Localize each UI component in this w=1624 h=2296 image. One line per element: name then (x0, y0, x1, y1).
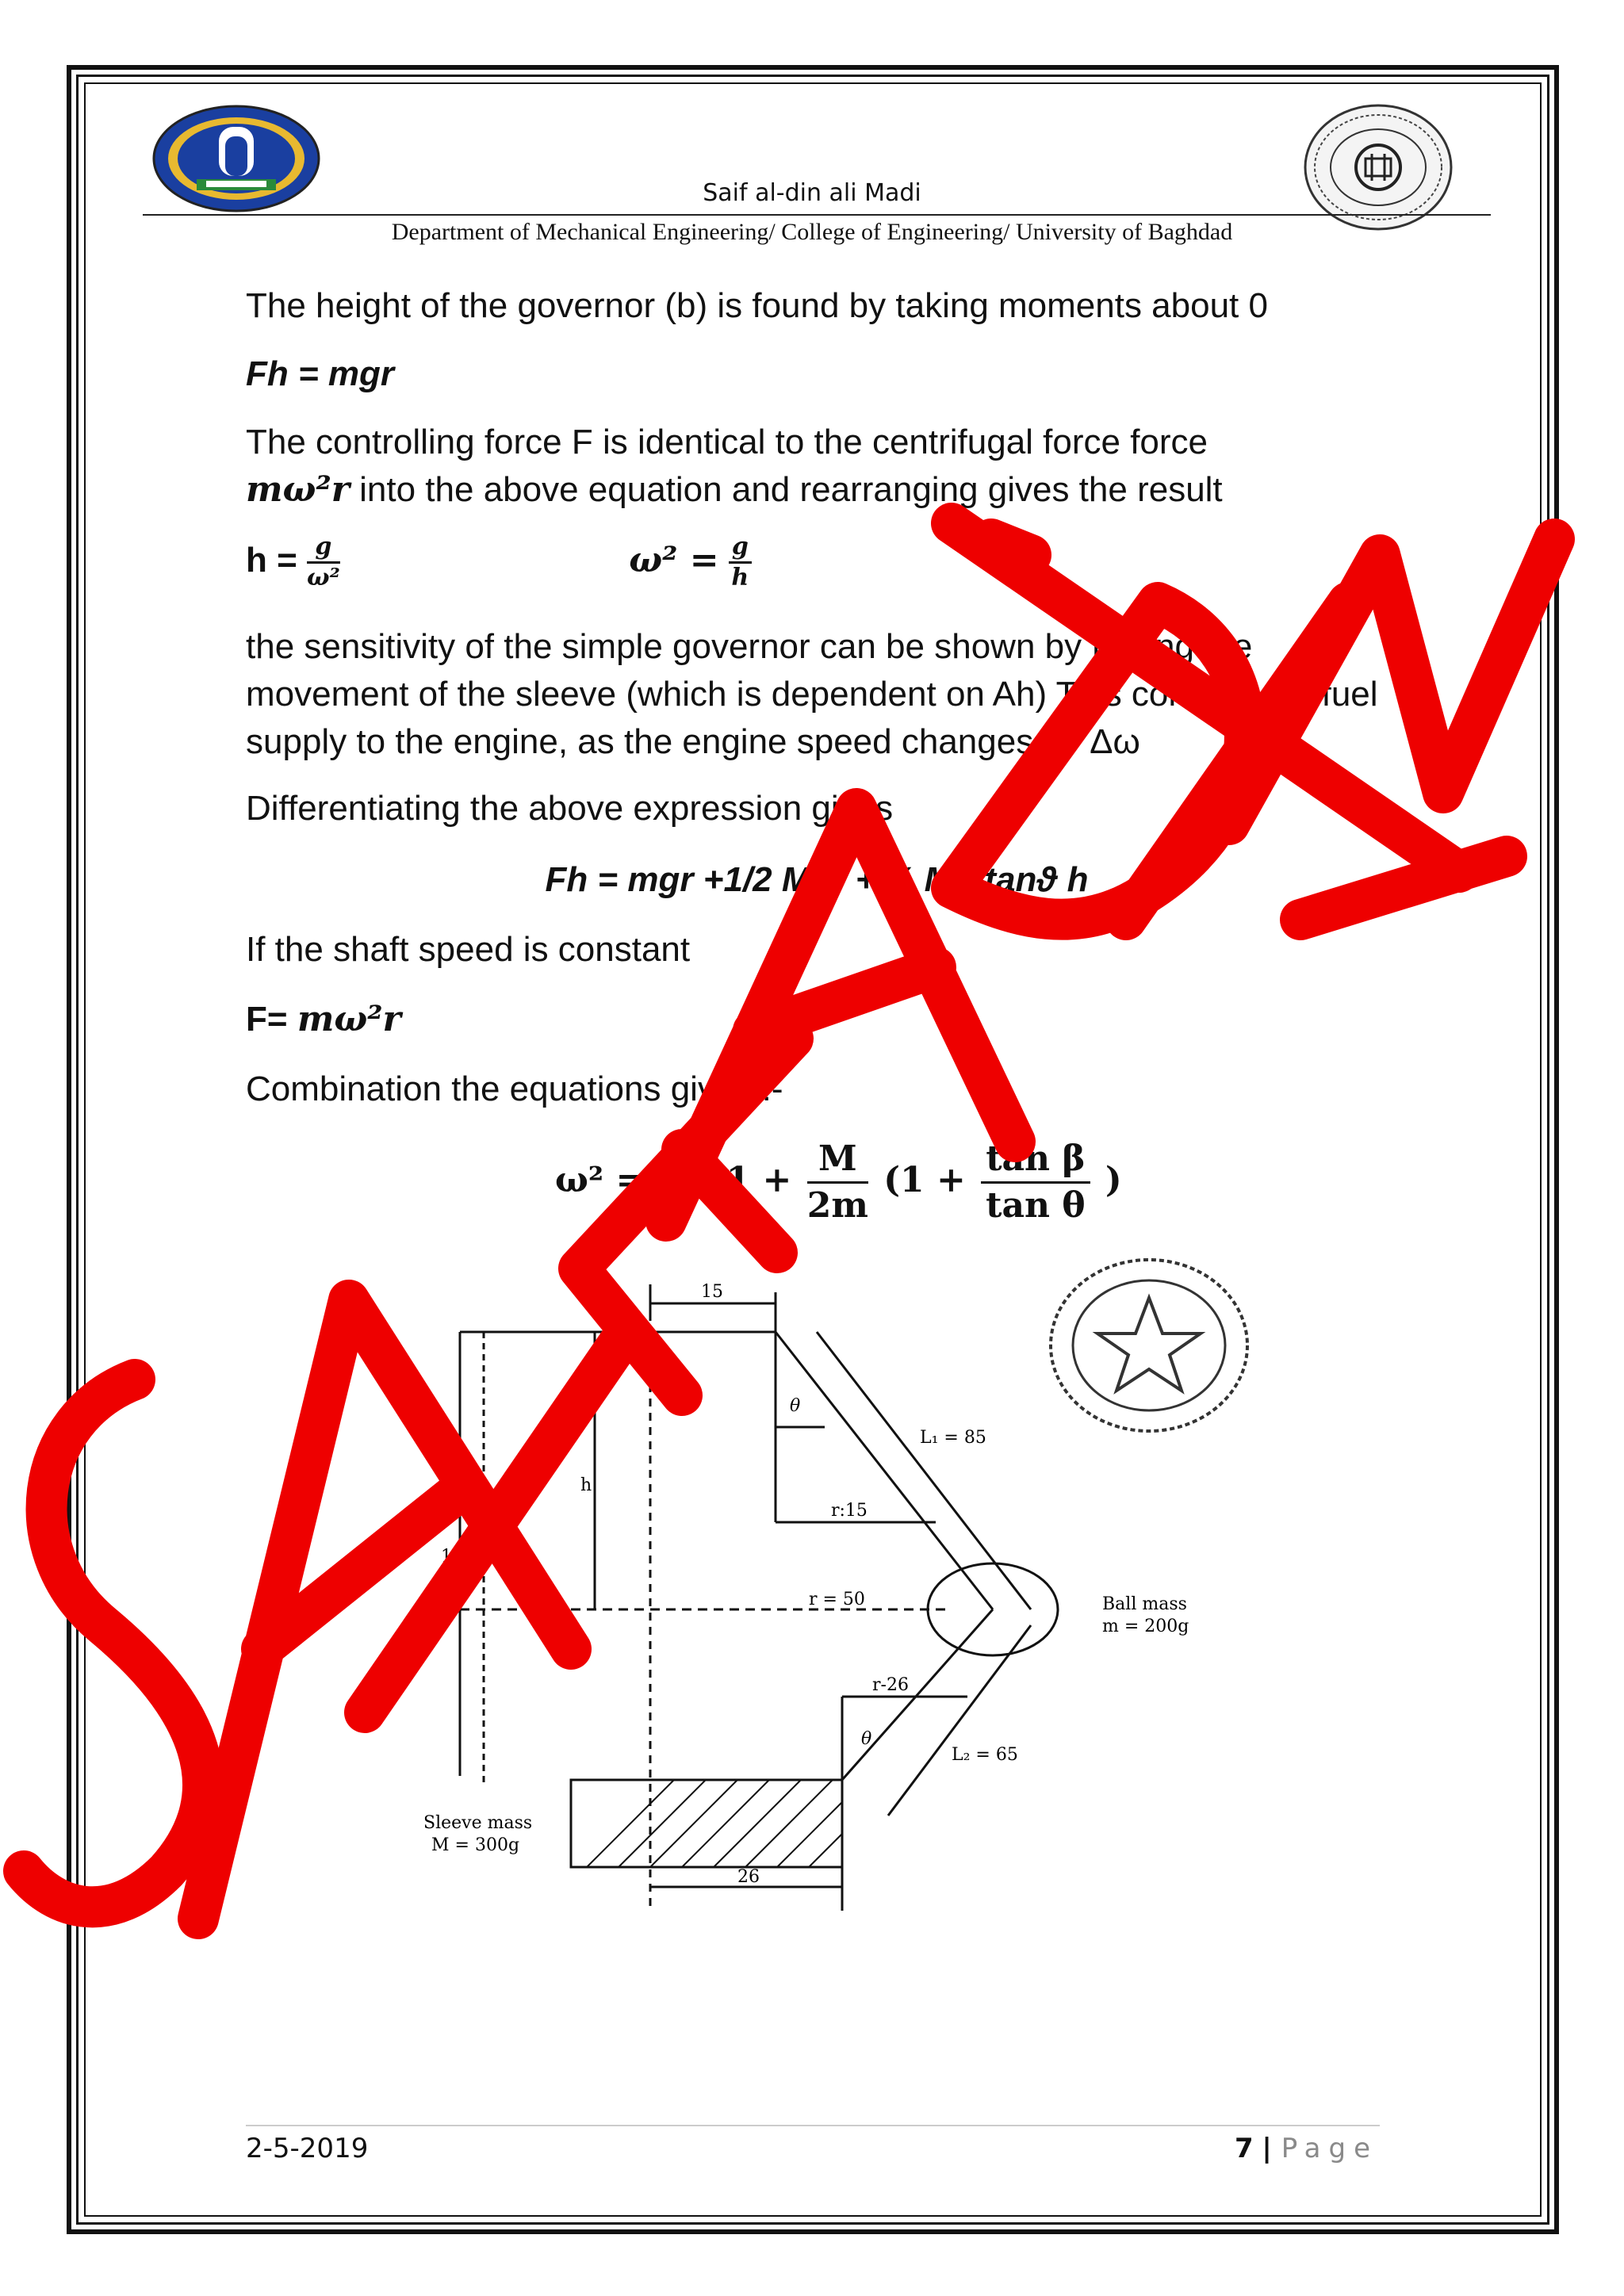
sleeve-m-label: M = 300g (431, 1835, 520, 1855)
paragraph-differentiating: Differentiating the above expression gives (246, 789, 894, 828)
equation-f-m-omega-r (246, 996, 1388, 1043)
r50-label: r = 50 (809, 1590, 865, 1609)
college-stamp-icon (1045, 1254, 1253, 1437)
ball-mass-label: Ball mass (1102, 1594, 1187, 1614)
sleeve-mass-label: Sleeve mass (423, 1813, 533, 1833)
final-close: ) (1105, 1160, 1122, 1200)
page-word: Page (1281, 2133, 1378, 2164)
f-label: F= (246, 1000, 288, 1039)
paragraph-controlling-force (246, 419, 1388, 514)
h-label: h = (246, 541, 297, 580)
frac-numerator: g (729, 533, 752, 564)
frac-denominator: 2m (806, 1185, 868, 1226)
paragraph-constant-speed: If the shaft speed is constant (246, 930, 691, 969)
theta-bottom-label: θ (861, 1729, 872, 1749)
header-author: Saif al-din ali Madi (703, 179, 921, 207)
ball-m-label: m = 200g (1102, 1617, 1189, 1636)
equation-fh-mgr: Fh = mgr (246, 354, 395, 393)
frac-numerator: g (661, 1137, 695, 1184)
paragraph-combination: Combination the equations gives :- (246, 1070, 783, 1108)
h-dim-label: h (580, 1475, 592, 1495)
frac-numerator: M (807, 1137, 868, 1184)
frac-numerator: g (307, 533, 340, 564)
frac-denominator: tan θ (986, 1185, 1086, 1226)
frac-denominator: h (665, 1185, 691, 1226)
header-divider (143, 214, 1491, 216)
fraction-m-2m (807, 1137, 868, 1228)
sleeve-hatch (571, 1780, 842, 1867)
dim-138-label: 138 (441, 1547, 474, 1567)
controlling-force-line1: The controlling force F is identical to the centrifugal force force (246, 423, 1208, 461)
fraction-g-over-omega-sq (307, 533, 340, 592)
fraction-tan-ratio (981, 1137, 1090, 1228)
paragraph-sensitivity: the sensitivity of the simple governor can be shown by finding the movement of the sleeve (which is dependent on Ah) This controls the fuel supply to the engine, as the engine speed changes by Δω (246, 627, 1378, 761)
r15-label: r:15 (831, 1501, 868, 1521)
equation-final-omega (555, 1137, 1122, 1228)
r26-label: r-26 (872, 1675, 909, 1695)
controlling-force-line2: into the above equation and rearranging gives the result (349, 470, 1223, 509)
dim-26-label: 26 (737, 1867, 760, 1887)
omega-sq-label: ω² = (629, 540, 719, 581)
paragraph-height-moments: The height of the governor (b) is found by taking moments about 0 (246, 286, 1268, 325)
l1-label: L₁ = 85 (920, 1428, 986, 1448)
symbol-m-omega-sq-r: mω²r (297, 999, 401, 1039)
final-lhs: ω² = (555, 1160, 645, 1200)
equation-h-and-omega (246, 533, 1388, 592)
symbol-m-omega-sq-r: mω²r (246, 469, 350, 510)
upper-arm (776, 1332, 993, 1609)
l2-label: L₂ = 65 (952, 1745, 1018, 1765)
frac-numerator: tan β (981, 1137, 1090, 1184)
page-number: 7 (1234, 2133, 1254, 2164)
final-mid: (1 + (883, 1160, 966, 1200)
fraction-g-h (661, 1137, 695, 1228)
theta-top-label: θ (790, 1396, 801, 1416)
dim-15-label: 15 (701, 1282, 723, 1302)
footer-page-indicator: 7 | Page (1234, 2133, 1378, 2164)
final-open: [1 + (709, 1160, 792, 1200)
frac-denominator: h (731, 564, 749, 591)
equation-differentiated: Fh = mgr +1/2 Mgr + ½ Mg tanϑ h (545, 860, 1089, 899)
footer-divider (246, 2125, 1380, 2126)
fraction-g-over-h (729, 533, 752, 592)
header-department: Department of Mechanical Engineering/ College of Engineering/ University of Baghdad (391, 219, 1233, 245)
frac-denominator: ω² (307, 564, 340, 591)
footer-date: 2-5-2019 (246, 2133, 369, 2164)
